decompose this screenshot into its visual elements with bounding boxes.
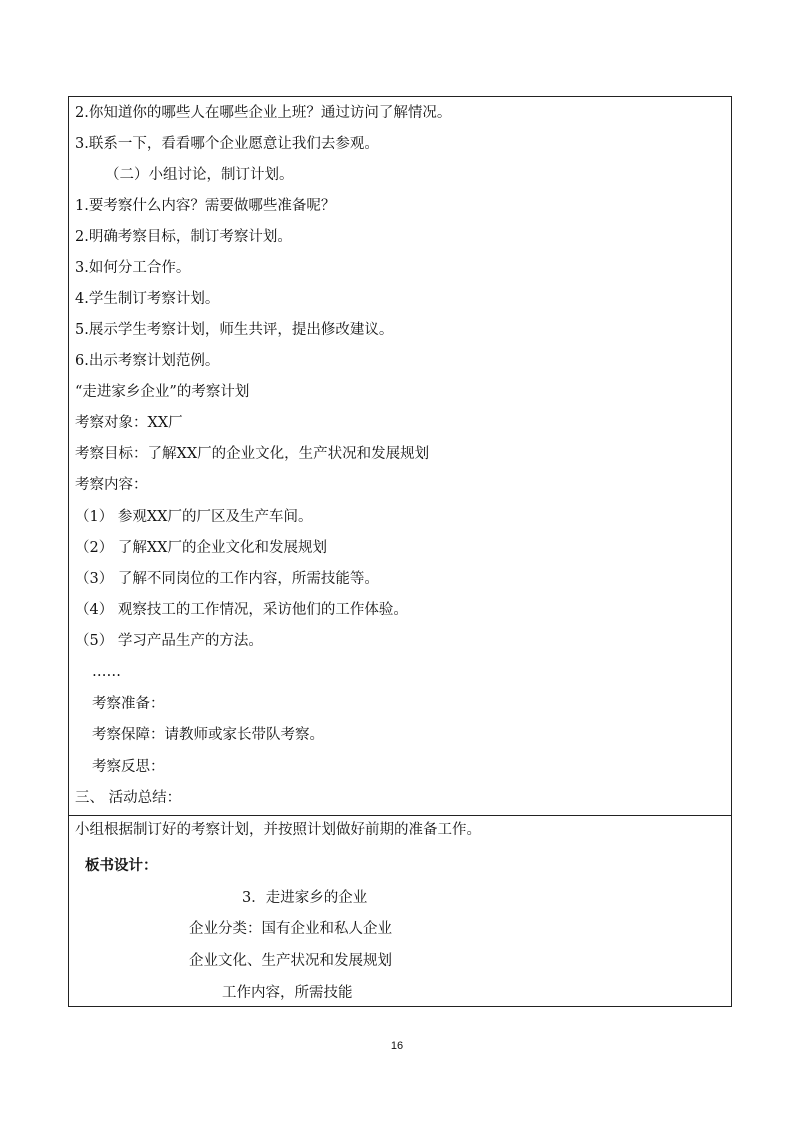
plan-line: 考察反思： xyxy=(92,759,165,775)
plan-list-item: （2） 了解XX厂的企业文化和发展规划 xyxy=(75,540,327,556)
plan-line: 考察目标：了解XX厂的企业文化，生产状况和发展规划 xyxy=(75,446,430,462)
board-line: 企业文化、生产状况和发展规划 xyxy=(189,953,392,969)
plan-line: 2.明确考察目标，制订考察计划。 xyxy=(75,229,292,245)
plan-line: 5.展示学生考察计划，师生共评，提出修改建议。 xyxy=(75,322,394,338)
plan-line: 考察对象：XX厂 xyxy=(75,415,183,431)
plan-line: 4.学生制订考察计划。 xyxy=(75,291,220,307)
plan-line: 6.出示考察计划范例。 xyxy=(75,353,220,369)
plan-list-item: （1） 参观XX厂的厂区及生产车间。 xyxy=(75,509,313,525)
section-heading: 三、 活动总结： xyxy=(75,790,182,806)
plan-line: 1.要考察什么内容？需要做哪些准备呢？ xyxy=(75,198,336,214)
board-line: 工作内容，所需技能 xyxy=(222,985,353,1001)
ellipsis: …… xyxy=(92,664,121,680)
board-title: 板书设计： xyxy=(85,858,158,874)
board-line: 企业分类：国有企业和私人企业 xyxy=(189,921,392,937)
plan-line: 2.你知道你的哪些人在哪些企业上班？通过访问了解情况。 xyxy=(75,105,452,121)
plan-line: 考察内容： xyxy=(75,477,148,493)
plan-list-item: （3） 了解不同岗位的工作内容，所需技能等。 xyxy=(75,571,379,587)
summary-line: 小组根据制订好的考察计划，并按照计划做好前期的准备工作。 xyxy=(75,822,481,838)
plan-title: “走进家乡企业”的考察计划 xyxy=(75,384,250,400)
page-number: 16 xyxy=(390,1040,404,1052)
table-row-divider xyxy=(68,815,732,816)
plan-line: 考察准备： xyxy=(92,696,165,712)
section-heading: （二）小组讨论，制订计划。 xyxy=(105,167,294,183)
plan-line: 考察保障：请教师或家长带队考察。 xyxy=(92,727,324,743)
plan-list-item: （5） 学习产品生产的方法。 xyxy=(75,633,263,649)
plan-line: 3.如何分工合作。 xyxy=(75,260,191,276)
plan-line: 3.联系一下，看看哪个企业愿意让我们去参观。 xyxy=(75,136,379,152)
plan-list-item: （4） 观察技工的工作情况，采访他们的工作体验。 xyxy=(75,602,408,618)
board-line: 3．走进家乡的企业 xyxy=(242,890,368,906)
